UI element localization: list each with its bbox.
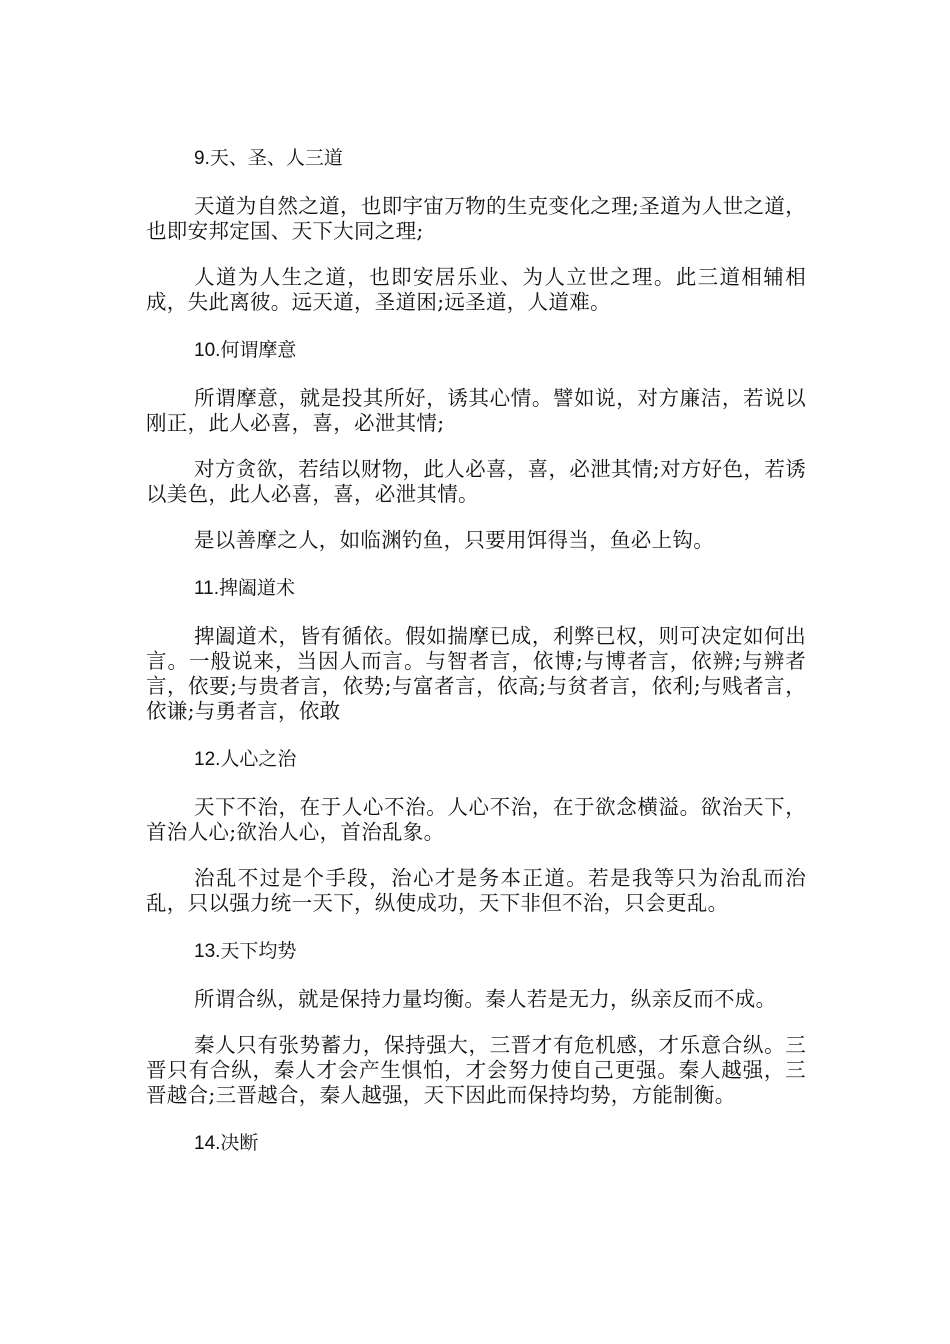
section-12 [146,745,806,916]
section-heading: 13.天下均势 [194,941,297,962]
section-heading: 10.何谓摩意 [194,340,297,361]
paragraph: 天道为自然之道，也即宇宙万物的生克变化之理;圣道为人世之道，也即安邦定国、天下大同之理; [146,194,806,243]
section-heading: 11.捭阖道术 [194,578,296,599]
section-10 [146,336,806,553]
paragraph: 捭阖道术，皆有循依。假如揣摩已成，利弊已权，则可决定如何出言。一般说来，当因人而言。与智者言，依博;与博者言，依辨;与辨者言，依要;与贵者言，依势;与富者言，依高;与贫者言，依利;与贱者言，依谦;与勇者言，依敢 [146,624,806,723]
section-11 [146,574,806,724]
section-heading: 9.天、圣、人三道 [194,148,343,169]
section-heading: 14.决断 [194,1133,259,1154]
section-13 [146,937,806,1108]
paragraph: 天下不治，在于人心不治。人心不治，在于欲念横溢。欲治天下，首治人心;欲治人心，首治乱象。 [146,795,806,844]
paragraph: 所谓摩意，就是投其所好，诱其心情。譬如说，对方廉洁，若说以刚正，此人必喜，喜，必泄其情; [146,386,806,435]
section-heading: 12.人心之治 [194,749,297,770]
paragraph: 人道为人生之道，也即安居乐业、为人立世之理。此三道相辅相成，失此离彼。远天道，圣道困;远圣道，人道难。 [146,265,806,314]
section-14 [146,1129,806,1159]
paragraph: 治乱不过是个手段，治心才是务本正道。若是我等只为治乱而治乱，只以强力统一天下，纵使成功，天下非但不治，只会更乱。 [146,866,806,915]
paragraph: 是以善摩之人，如临渊钓鱼，只要用饵得当，鱼必上钩。 [194,528,714,552]
paragraph: 秦人只有张势蓄力，保持强大，三晋才有危机感，才乐意合纵。三晋只有合纵，秦人才会产生惧怕，才会努力使自己更强。秦人越强，三晋越合;三晋越合，秦人越强，天下因此而保持均势，方能制衡。 [146,1033,806,1107]
document-page [146,144,806,1179]
paragraph: 所谓合纵，就是保持力量均衡。秦人若是无力，纵亲反而不成。 [194,987,777,1011]
section-9 [146,144,806,315]
paragraph: 对方贪欲，若结以财物，此人必喜，喜，必泄其情;对方好色，若诱以美色，此人必喜，喜，必泄其情。 [146,457,806,506]
